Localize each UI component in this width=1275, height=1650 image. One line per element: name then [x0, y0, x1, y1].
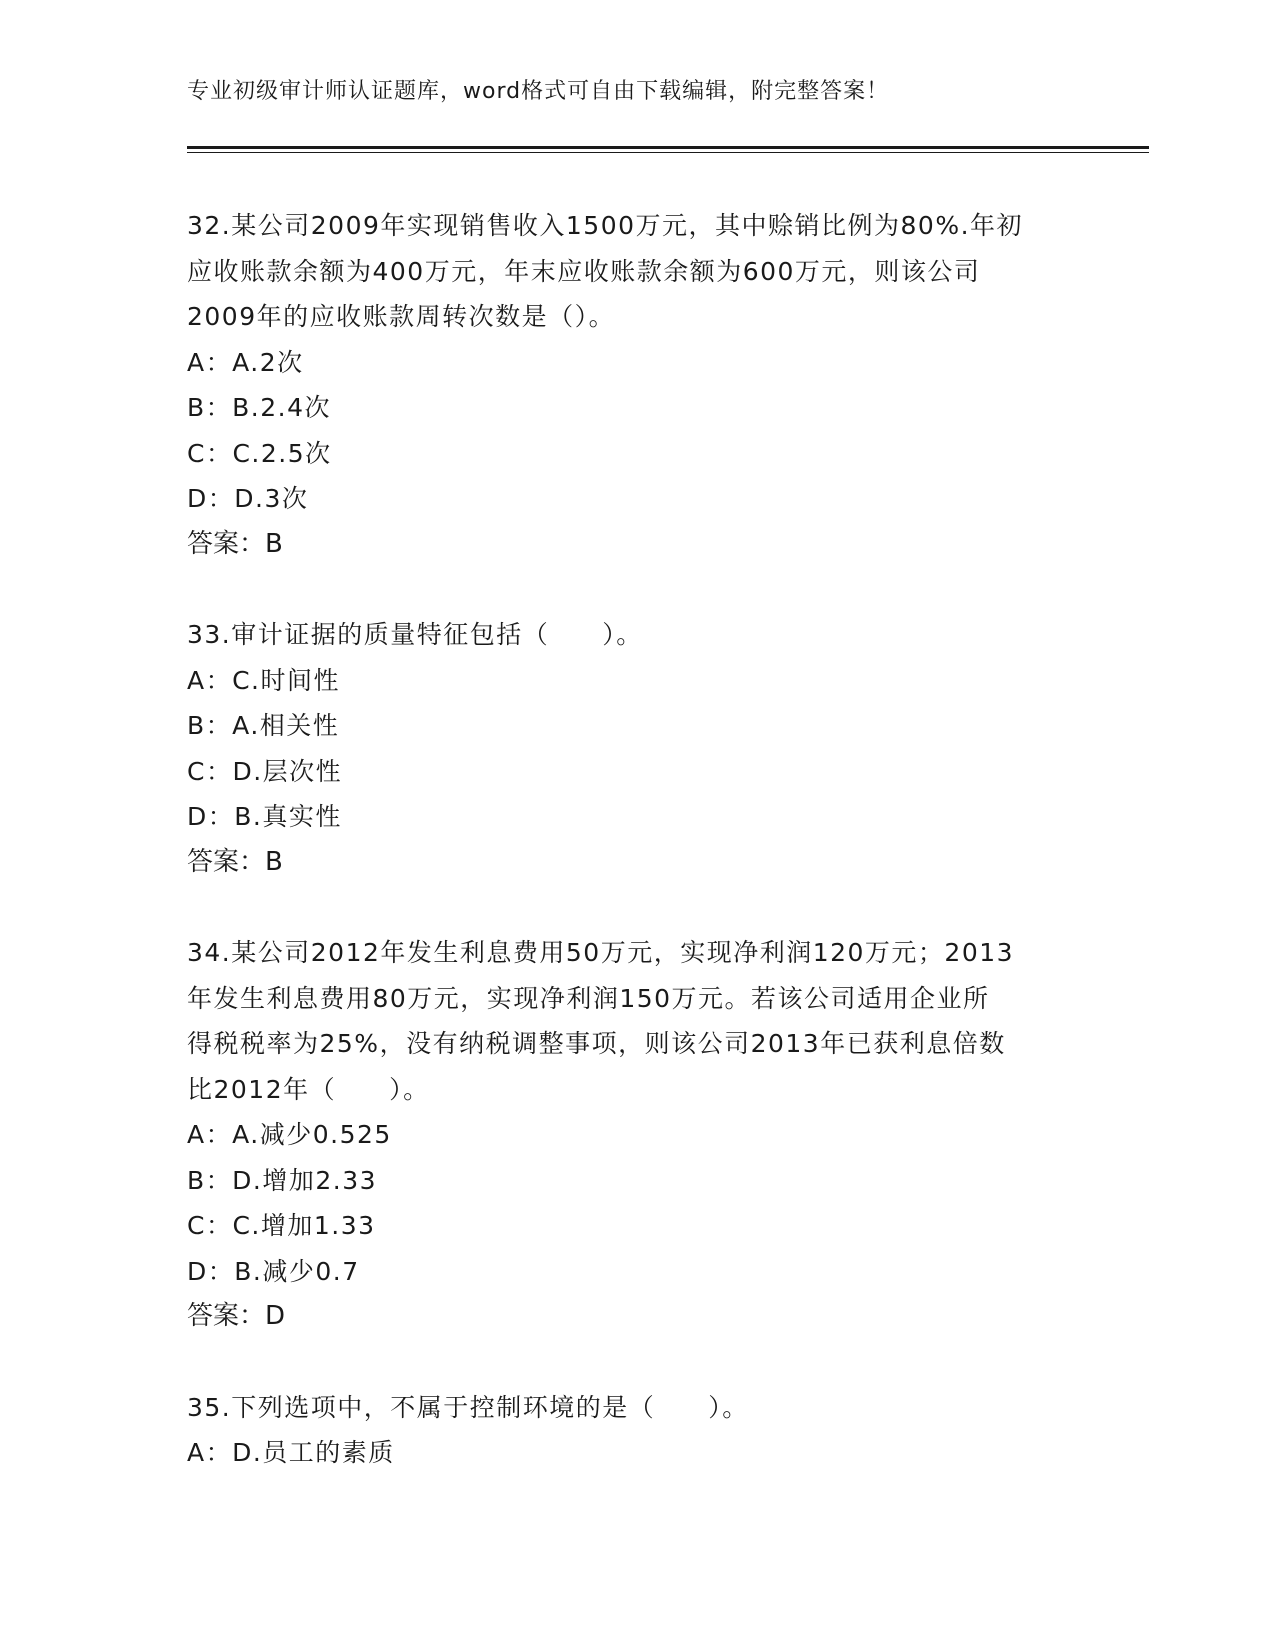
option-d: D：B.真实性 [187, 802, 342, 831]
question-text-line: 2009年的应收账款周转次数是（）。 [187, 302, 616, 331]
answer: 答案：D [187, 1301, 286, 1331]
option-a: A：A.2次 [187, 347, 304, 377]
question-text-line: 得税税率为25%，没有纳税调整事项，则该公司2013年已获利息倍数 [187, 1029, 1006, 1058]
option-c: C：C.增加1.33 [187, 1211, 376, 1240]
answer: 答案：B [187, 528, 283, 559]
question-33 [187, 612, 1087, 885]
question-35 [187, 1385, 1087, 1476]
option-a: A：A.减少0.525 [187, 1120, 392, 1149]
question-32 [187, 203, 1087, 567]
header-rule-thin [187, 152, 1149, 153]
question-text-line: 年发生利息费用80万元，实现净利润150万元。若该公司适用企业所 [187, 983, 990, 1013]
option-c: C：C.2.5次 [187, 438, 332, 468]
question-text-line: 33.审计证据的质量特征包括（ ）。 [187, 620, 643, 649]
question-text-line: 32.某公司2009年实现销售收入1500万元，其中赊销比例为80%.年初 [187, 211, 1024, 240]
question-34 [187, 930, 1087, 1340]
option-b: B：B.2.4次 [187, 393, 332, 422]
option-a: A：C.时间性 [187, 665, 341, 695]
header-rule-thick [187, 146, 1149, 149]
question-text-line: 应收账款余额为400万元，年末应收账款余额为600万元，则该公司 [187, 256, 981, 286]
option-a: A：D.员工的素质 [187, 1438, 395, 1467]
question-text-line: 34.某公司2012年发生利息费用50万元，实现净利润120万元；2013 [187, 938, 1015, 967]
option-b: B：D.增加2.33 [187, 1165, 378, 1195]
option-c: C：D.层次性 [187, 756, 343, 786]
option-b: B：A.相关性 [187, 711, 340, 740]
option-d: D：D.3次 [187, 484, 309, 513]
question-text-line: 比2012年（ ）。 [187, 1074, 430, 1104]
answer: 答案：B [187, 846, 283, 877]
question-text-line: 35.下列选项中，不属于控制环境的是（ ）。 [187, 1392, 749, 1422]
document-header: 专业初级审计师认证题库，word格式可自由下载编辑，附完整答案！ [187, 79, 890, 104]
option-d: D：B.减少0.7 [187, 1256, 360, 1286]
question-list [187, 203, 1087, 1476]
